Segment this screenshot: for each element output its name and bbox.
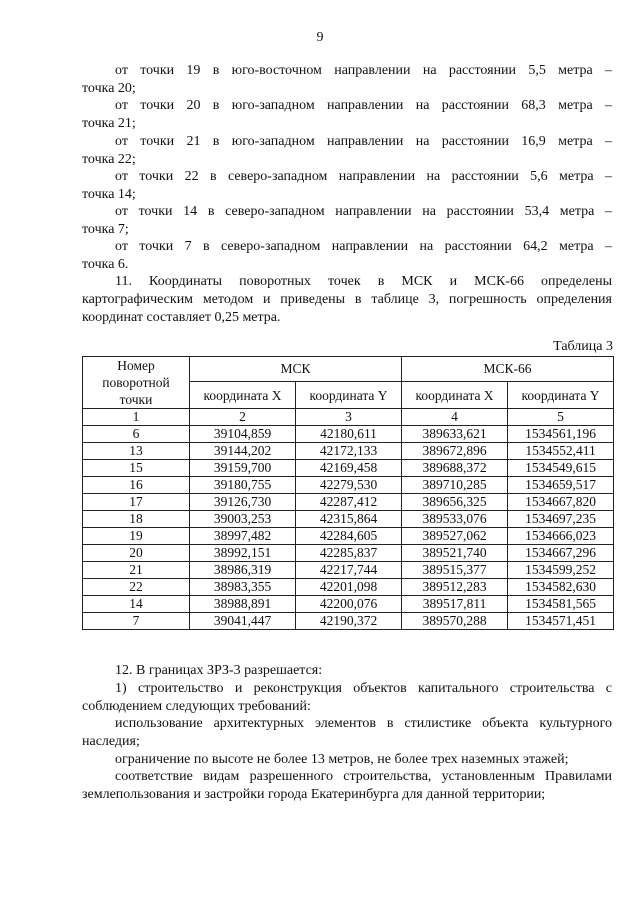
point-number-cell: 19 xyxy=(83,528,190,545)
msk66-x-cell: 389570,288 xyxy=(402,613,508,630)
page-number: 9 xyxy=(316,30,324,45)
msk66-y-cell: 1534659,517 xyxy=(508,477,614,494)
msk66-y-cell: 1534667,820 xyxy=(508,494,614,511)
msk66-y-cell: 1534697,235 xyxy=(508,511,614,528)
route-line: от точки 21 в юго-западном направлении на расстоянии 16,9 метра – xyxy=(115,134,612,149)
point-number-cell: 22 xyxy=(83,579,190,596)
item-11-paragraph: 11. Координаты поворотных точек в МСК и МСК-66 определены картографическим методом и приведены в таблице 3, погрешность определения координат составляет 0,25 метра. xyxy=(82,274,612,325)
header-msk: МСК xyxy=(190,357,402,382)
msk66-x-cell: 389656,325 xyxy=(402,494,508,511)
msk66-x-cell: 389521,740 xyxy=(402,545,508,562)
table-row xyxy=(83,494,614,511)
requirement-height: ограничение по высоте не более 13 метров, не более трех наземных этажей; xyxy=(115,752,569,767)
msk-x-cell: 38997,482 xyxy=(190,528,296,545)
msk-y-cell: 42200,076 xyxy=(296,596,402,613)
point-number-cell: 15 xyxy=(83,460,190,477)
route-line-end: точка 20; xyxy=(82,81,136,96)
msk-y-cell: 42285,837 xyxy=(296,545,402,562)
table-row xyxy=(83,460,614,477)
route-line: от точки 20 в юго-западном направлении на расстоянии 68,3 метра – xyxy=(115,98,612,113)
msk-y-cell: 42169,458 xyxy=(296,460,402,477)
msk-x-cell: 39003,253 xyxy=(190,511,296,528)
point-number-cell: 18 xyxy=(83,511,190,528)
header-msk66: МСК-66 xyxy=(402,357,614,382)
column-number: 5 xyxy=(508,409,614,426)
point-number-cell: 13 xyxy=(83,443,190,460)
route-line: от точки 14 в северо-западном направлении на расстоянии 53,4 метра – xyxy=(115,204,612,219)
coordinates-table xyxy=(82,356,614,630)
table-row xyxy=(83,545,614,562)
msk66-y-cell: 1534666,023 xyxy=(508,528,614,545)
requirement-zoning: соответствие видам разрешенного строительства, установленным Правилами землепользования и застройки города Екатеринбурга для данной территории; xyxy=(82,769,612,802)
msk66-x-cell: 389633,621 xyxy=(402,426,508,443)
msk66-y-cell: 1534599,252 xyxy=(508,562,614,579)
header-msk66-x: координата X xyxy=(402,382,508,409)
msk-y-cell: 42287,412 xyxy=(296,494,402,511)
msk-x-cell: 38988,891 xyxy=(190,596,296,613)
msk66-y-cell: 1534571,451 xyxy=(508,613,614,630)
msk-y-cell: 42279,530 xyxy=(296,477,402,494)
msk-y-cell: 42284,605 xyxy=(296,528,402,545)
column-number-row xyxy=(83,409,614,426)
msk66-x-cell: 389533,076 xyxy=(402,511,508,528)
msk66-x-cell: 389527,062 xyxy=(402,528,508,545)
route-line-end: точка 22; xyxy=(82,152,136,167)
table-body xyxy=(83,426,614,630)
msk66-x-cell: 389515,377 xyxy=(402,562,508,579)
table-row xyxy=(83,528,614,545)
header-msk-x: координата X xyxy=(190,382,296,409)
route-line: от точки 19 в юго-восточном направлении на расстоянии 5,5 метра – xyxy=(115,63,612,78)
msk-x-cell: 38983,355 xyxy=(190,579,296,596)
msk66-y-cell: 1534581,565 xyxy=(508,596,614,613)
point-number-cell: 17 xyxy=(83,494,190,511)
msk66-x-cell: 389710,285 xyxy=(402,477,508,494)
table-row xyxy=(83,579,614,596)
msk-y-cell: 42180,611 xyxy=(296,426,402,443)
msk-y-cell: 42315,864 xyxy=(296,511,402,528)
msk66-y-cell: 1534667,296 xyxy=(508,545,614,562)
table-row xyxy=(83,562,614,579)
table-row xyxy=(83,596,614,613)
point-number-cell: 20 xyxy=(83,545,190,562)
msk-x-cell: 39159,700 xyxy=(190,460,296,477)
msk-x-cell: 39041,447 xyxy=(190,613,296,630)
table-caption: Таблица 3 xyxy=(553,339,613,354)
route-line-end: точка 14; xyxy=(82,187,136,202)
header-point-number: Номер поворотной точки xyxy=(83,357,190,409)
msk66-y-cell: 1534552,411 xyxy=(508,443,614,460)
msk66-x-cell: 389517,811 xyxy=(402,596,508,613)
column-number: 3 xyxy=(296,409,402,426)
route-line-end: точка 7; xyxy=(82,222,129,237)
msk-x-cell: 38992,151 xyxy=(190,545,296,562)
table-header-row xyxy=(83,357,614,382)
msk66-x-cell: 389512,283 xyxy=(402,579,508,596)
msk66-x-cell: 389672,896 xyxy=(402,443,508,460)
msk-y-cell: 42217,744 xyxy=(296,562,402,579)
msk-y-cell: 42190,372 xyxy=(296,613,402,630)
msk-y-cell: 42172,133 xyxy=(296,443,402,460)
point-number-cell: 7 xyxy=(83,613,190,630)
route-line-end: точка 21; xyxy=(82,116,136,131)
msk-x-cell: 39104,859 xyxy=(190,426,296,443)
msk-x-cell: 39180,755 xyxy=(190,477,296,494)
point-number-cell: 14 xyxy=(83,596,190,613)
column-number: 2 xyxy=(190,409,296,426)
msk-x-cell: 38986,319 xyxy=(190,562,296,579)
table-row xyxy=(83,511,614,528)
msk66-y-cell: 1534549,615 xyxy=(508,460,614,477)
route-line: от точки 22 в северо-западном направлении на расстоянии 5,6 метра – xyxy=(115,169,612,184)
point-number-cell: 16 xyxy=(83,477,190,494)
point-number-cell: 6 xyxy=(83,426,190,443)
msk66-y-cell: 1534582,630 xyxy=(508,579,614,596)
table-row xyxy=(83,426,614,443)
msk-x-cell: 39144,202 xyxy=(190,443,296,460)
column-number: 1 xyxy=(83,409,190,426)
column-number: 4 xyxy=(402,409,508,426)
table-row xyxy=(83,613,614,630)
point-number-cell: 21 xyxy=(83,562,190,579)
header-msk66-y: координата Y xyxy=(508,382,614,409)
header-msk-y: координата Y xyxy=(296,382,402,409)
msk66-x-cell: 389688,372 xyxy=(402,460,508,477)
msk-x-cell: 39126,730 xyxy=(190,494,296,511)
msk66-y-cell: 1534561,196 xyxy=(508,426,614,443)
msk-y-cell: 42201,098 xyxy=(296,579,402,596)
requirement-architecture: использование архитектурных элементов в стилистике объекта культурного наследия; xyxy=(82,716,612,749)
route-line: от точки 7 в северо-западном направлении на расстоянии 64,2 метра – xyxy=(115,239,612,254)
item-12-title: 12. В границах ЗРЗ-3 разрешается: xyxy=(115,663,323,678)
table-row xyxy=(83,477,614,494)
table-row xyxy=(83,443,614,460)
route-line-end: точка 6. xyxy=(82,257,129,272)
item-12-sub-1: 1) строительство и реконструкция объектов капитального строительства с соблюдением следующих требований: xyxy=(82,681,612,714)
